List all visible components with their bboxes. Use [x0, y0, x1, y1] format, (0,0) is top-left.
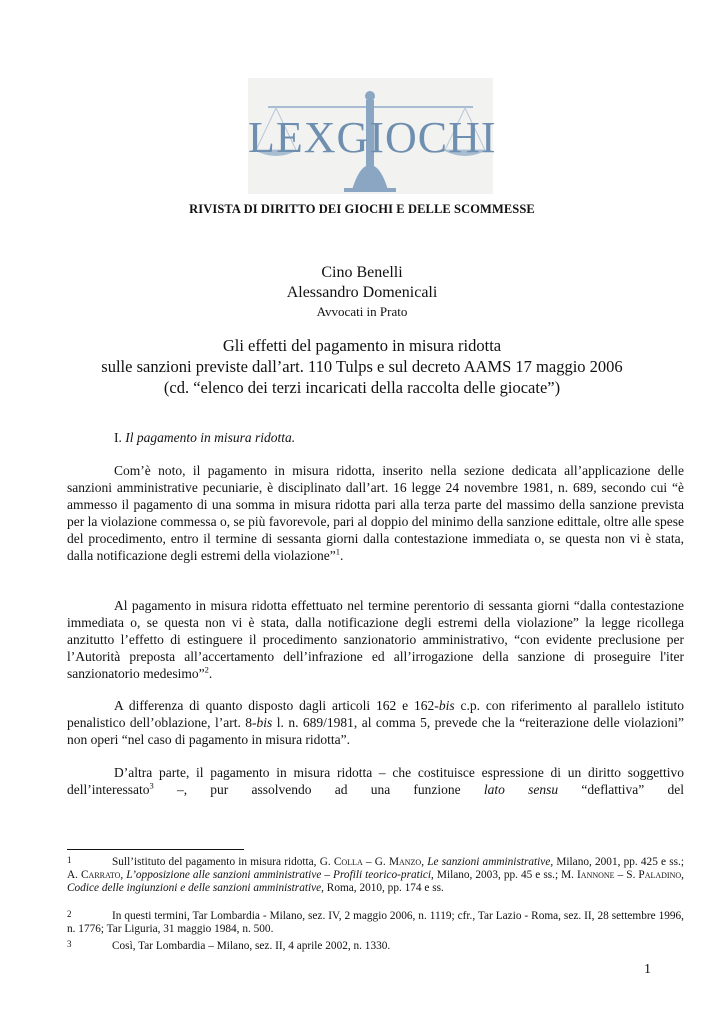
section-heading — [114, 430, 295, 446]
logo-text: LEXGIOCHI — [248, 113, 497, 162]
journal-title: RIVISTA DI DIRITTO DEI GIOCHI E DELLE SCOMMESSE — [189, 202, 535, 216]
article-title-line: Gli effetti del pagamento in misura ridotta — [222, 336, 502, 355]
footnote — [67, 856, 684, 895]
body-paragraph: Al pagamento in misura ridotta effettuato nel termine perentorio di sessanta giorni “dalla contestazione immediata o, se questa non vi è stata, dalla notificazione degli estremi della violazione” la legge ricollega anzitutto l’effetto di estinguere il procedimento sanzionatorio amministrativo, “con evidente preclusione per l’Autorità preposta all’accertamento dell’infrazione ed all’irrogazione della sanzione di proseguire l'iter sanzionatorio medesimo”$^2$. — [67, 598, 684, 681]
footnote-text: Sull’istituto del pagamento in misura ridotta, G. Colla – G. Manzo, Le sanzioni amministrative, Milano, 2001, pp. 425 e ss.; A. Carrato, L’opposizione alle sanzioni amministrative – Profili teorico-pratici, Milano, 2003, pp. 45 e ss.; M. Iannone – S. Paladino, Codice delle ingiunzioni e delle sanzioni amministrative, Roma, 2010, pp. 174 e ss. — [67, 856, 685, 894]
footnote-ref: 3 — [149, 780, 154, 791]
page-number: 1 — [644, 962, 651, 977]
body-paragraph: Com’è noto, il pagamento in misura ridotta, inserito nella sezione dedicata all’applicazione delle sanzioni amministrative pecuniarie, è disciplinato dall’art. 16 legge 24 novembre 1981, n. 689, secondo cui “è ammesso il pagamento di una somma in misura ridotta pari alla terza parte del massimo della sanzione prevista per la violazione commessa o, se più favorevole, pari al doppio del minimo della sanzione edittale, oltre alle spese del procedimento, entro il termine di sessanta giorni dalla contestazione immediata o, se questa non vi è stata, dalla notificazione degli estremi della violazione”$^1$. — [67, 463, 684, 563]
footnote-ref: 1 — [335, 546, 341, 557]
author-name: Alessandro Domenicali — [286, 284, 438, 301]
footnote-number: 2 — [67, 909, 72, 919]
footnote-text: Così, Tar Lombardia – Milano, sez. II, 4 aprile 2002, n. 1330. — [112, 940, 391, 952]
author-affiliation: Avvocati in Prato — [316, 304, 408, 319]
article-title-line: sulle sanzioni previste dall’art. 110 Tulps e sul decreto AAMS 17 maggio 2006 — [101, 357, 623, 376]
footnote — [67, 940, 684, 953]
author-name: Cino Benelli — [321, 264, 403, 281]
footnote-separator — [67, 849, 244, 850]
body-paragraph: D’altra parte, il pagamento in misura ridotta – che costituisce espressione di un diritto soggettivo dell’interessato$^3$ –, pur assolvendo ad una funzione lato sensu “deflattiva” del — [67, 765, 685, 797]
footnote — [67, 910, 684, 936]
footnote-ref: 2 — [204, 664, 209, 675]
section-title: Il pagamento in misura ridotta. — [125, 430, 296, 445]
section-number: I. — [114, 430, 122, 445]
body-paragraph: A differenza di quanto disposto dagli articoli 162 e 162-bis c.p. con riferimento al parallelo istituto penalistico dell’oblazione, l’art. 8-bis l. n. 689/1981, al comma 5, prevede che la “reiterazione delle violazioni” non operi “nel caso di pagamento in misura ridotta”. — [67, 698, 685, 747]
footnote-number: 3 — [67, 939, 72, 949]
footnote-number: 1 — [67, 855, 72, 865]
journal-logo — [248, 78, 497, 194]
article-title-line: (cd. “elenco dei terzi incaricati della raccolta delle giocate”) — [163, 378, 561, 397]
footnote-text: In questi termini, Tar Lombardia - Milano, sez. IV, 2 maggio 2006, n. 1119; cfr., Tar Lazio - Roma, sez. II, 28 settembre 1996, n. 1776; Tar Liguria, 31 maggio 1984, n. 500. — [67, 910, 684, 935]
